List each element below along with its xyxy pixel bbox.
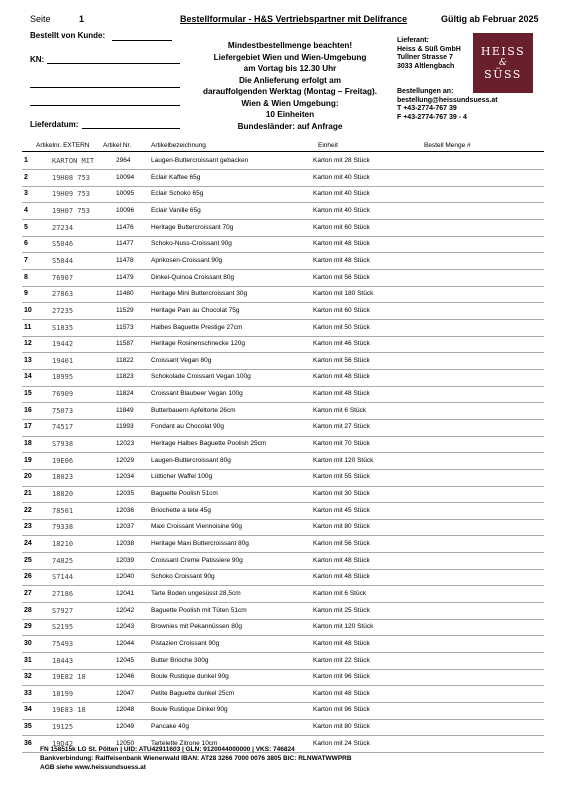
row-number: 30	[24, 639, 32, 647]
row-article-number: 11824	[116, 390, 134, 398]
table-row	[22, 653, 544, 670]
row-article-number: 11849	[116, 406, 134, 414]
row-ext-article: S1835	[52, 323, 74, 332]
row-quantity-field[interactable]	[422, 540, 532, 550]
row-ext-article: S7144	[52, 573, 74, 582]
table-row	[22, 436, 544, 453]
row-description: Heritage Rosinenschnecke 120g	[151, 340, 245, 348]
supplier-name: Heiss & Süß GmbH	[397, 45, 461, 53]
row-unit: Karton mit 28 Stück	[313, 157, 370, 164]
row-number: 24	[24, 539, 32, 547]
page-indicator	[30, 14, 84, 24]
row-article-number: 12050	[116, 739, 135, 747]
row-number: 2	[24, 173, 28, 181]
orders-label: Bestellungen an:	[397, 88, 454, 95]
row-number: 15	[24, 390, 32, 398]
row-number: 34	[24, 706, 32, 714]
delivery-date-label: Lieferdatum:	[30, 120, 79, 129]
table-row	[22, 503, 544, 520]
row-unit: Karton mit 46 Stück	[313, 340, 370, 348]
row-number: 6	[24, 240, 28, 248]
row-description: Laugen-Buttercroissant 80g	[151, 456, 231, 464]
row-ext-article: 74825	[52, 556, 74, 565]
row-article-number: 12046	[116, 673, 135, 681]
row-quantity-field[interactable]	[422, 157, 532, 167]
row-ext-article: 27186	[52, 589, 74, 598]
table-row	[22, 369, 544, 386]
row-ext-article: 78501	[52, 506, 74, 515]
kn-label: KN:	[30, 55, 45, 64]
table-row	[22, 286, 544, 303]
row-quantity-field[interactable]	[422, 423, 532, 433]
row-description: Heritage Pain au Chocolat 75g	[151, 306, 240, 314]
row-number: 23	[24, 523, 32, 531]
ordered-by-label: Bestellt von Kunde:	[30, 31, 106, 40]
row-unit: Karton mit 40 Stück	[313, 173, 370, 181]
row-quantity-field[interactable]	[422, 507, 532, 517]
row-number: 4	[24, 206, 28, 214]
row-ext-article: 19E06	[52, 456, 74, 465]
row-number: 33	[24, 689, 32, 697]
row-description: Heritage Buttercroissant 70g	[151, 223, 234, 231]
row-article-number: 12049	[116, 723, 135, 731]
row-number: 12	[24, 340, 32, 348]
row-description: Eclair Vanille 65g	[151, 206, 201, 214]
table-row	[22, 236, 544, 253]
row-article-number: 12041	[116, 589, 135, 597]
valid-from: Gültig ab Februar 2025	[441, 14, 539, 24]
row-article-number: 12038	[116, 539, 135, 547]
row-article-number: 10096	[116, 206, 135, 214]
row-number: 32	[24, 673, 32, 681]
row-unit: Karton mit 48 Stück	[313, 240, 370, 248]
table-row	[22, 203, 544, 220]
row-ext-article: S7938	[52, 440, 74, 449]
row-quantity-field[interactable]	[422, 174, 532, 184]
row-description: Croissant Creme Patissiere 90g	[151, 556, 243, 564]
row-number: 26	[24, 573, 32, 581]
row-ext-article: 19E83 18	[52, 706, 86, 715]
col-header-qty: Bestell Menge #	[424, 142, 471, 149]
row-number: 11	[24, 323, 32, 331]
delivery-date-field[interactable]	[82, 128, 180, 129]
row-quantity-field[interactable]	[422, 706, 532, 716]
row-quantity-field[interactable]	[422, 740, 532, 750]
row-unit: Karton mit 25 Stück	[313, 606, 370, 614]
notice-line: Wien & Wien Umgebung:	[241, 98, 339, 108]
row-number: 7	[24, 256, 28, 264]
row-description: Laugen-Buttercroissant gebacken	[151, 157, 249, 164]
orders-email[interactable]: bestellung@heissundsuess.at	[397, 96, 498, 104]
row-number: 19	[24, 456, 32, 464]
row-ext-article: 18199	[52, 689, 74, 698]
logo-line-2: &	[498, 58, 507, 68]
row-description: Petite Baguette dunkel 25cm	[151, 689, 235, 697]
row-quantity-field[interactable]	[422, 340, 532, 350]
row-unit: Karton mit 60 Stück	[313, 223, 370, 231]
table-row	[22, 419, 544, 436]
row-unit: Karton mit 48 Stück	[313, 390, 370, 398]
row-article-number: 12036	[116, 506, 135, 514]
row-quantity-field[interactable]	[422, 723, 532, 733]
row-quantity-field[interactable]	[422, 657, 532, 667]
row-number: 13	[24, 356, 32, 364]
row-unit: Karton mit 40 Stück	[313, 190, 370, 198]
row-ext-article: 18995	[52, 373, 74, 382]
table-row	[22, 669, 544, 686]
row-ext-article: 74517	[52, 423, 74, 432]
row-article-number: 11573	[116, 323, 134, 331]
table-row	[22, 386, 544, 403]
row-article-number: 11476	[116, 223, 134, 231]
row-quantity-field[interactable]	[422, 673, 532, 683]
row-description: Eclair Schoko 65g	[151, 190, 204, 198]
row-quantity-field[interactable]	[422, 240, 532, 250]
row-unit: Karton mit 80 Stück	[313, 723, 370, 731]
row-article-number: 12042	[116, 606, 135, 614]
row-article-number: 12045	[116, 656, 135, 664]
row-description: Briochette a tete 45g	[151, 506, 211, 514]
row-ext-article: 76909	[52, 390, 74, 399]
row-description: Schoko Croissant 90g	[151, 573, 215, 581]
table-row	[22, 636, 544, 653]
col-header-desc: Artikelbezeichnung	[151, 142, 206, 149]
header-rule	[22, 151, 544, 152]
row-unit: Karton mit 6 Stück	[313, 406, 367, 414]
row-description: Aprikosen-Croissant 90g	[151, 256, 223, 264]
row-unit: Karton mit 30 Stück	[313, 490, 370, 497]
row-description: Heritage Maxi Buttercroissant 80g	[151, 539, 249, 547]
row-quantity-field[interactable]	[422, 473, 532, 483]
row-article-number: 10095	[116, 190, 135, 198]
row-quantity-field[interactable]	[422, 557, 532, 567]
row-description: Dinkel-Quinoa Croissant 80g	[151, 273, 235, 281]
row-quantity-field[interactable]	[422, 290, 532, 300]
row-unit: Karton mit 6 Stück	[313, 589, 367, 597]
row-number: 22	[24, 506, 32, 514]
row-number: 10	[24, 306, 32, 314]
table-row	[22, 403, 544, 420]
row-ext-article: KARTON MIT	[52, 157, 95, 165]
table-row	[22, 603, 544, 620]
row-description: Lütticher Waffel 100g	[151, 473, 213, 481]
notice-line: Bundesländer: auf Anfrage	[237, 121, 343, 131]
row-description: Croissant Vegan 80g	[151, 356, 212, 364]
row-ext-article: 18443	[52, 656, 74, 665]
row-article-number: 12029	[116, 456, 135, 464]
row-description: Heritage Halbes Baguette Poolish 25cm	[151, 440, 267, 448]
row-quantity-field[interactable]	[422, 274, 532, 284]
row-unit: Karton mit 48 Stück	[313, 689, 370, 697]
row-number: 35	[24, 723, 32, 731]
row-article-number: 12037	[116, 523, 135, 531]
notice-line: darauffolgenden Werktag (Montag – Freitag).	[202, 87, 378, 96]
row-article-number: 11823	[116, 373, 134, 381]
row-unit: Karton mit 80 Stück	[313, 523, 370, 531]
row-description: Maxi Croissant Viennoisine 90g	[151, 523, 242, 531]
row-unit: Karton mit 60 Stück	[313, 306, 370, 314]
row-ext-article: 27234	[52, 223, 74, 232]
row-unit: Karton mit 27 Stück	[313, 423, 370, 431]
row-description: Boule Rustique Dinkel 90g	[151, 706, 228, 714]
row-number: 5	[24, 223, 28, 231]
row-article-number: 12043	[116, 623, 135, 631]
supplier-label: Lieferant:	[397, 37, 429, 44]
page-number: 1	[79, 14, 85, 24]
table-row	[22, 170, 544, 187]
row-description: Pancake 40g	[151, 723, 189, 731]
row-article-number: 12044	[116, 639, 135, 647]
row-quantity-field[interactable]	[422, 607, 532, 617]
row-unit: Karton mit 48 Stück	[313, 639, 370, 647]
row-description: Halbes Baguette Prestige 27cm	[151, 323, 243, 331]
footer-line: AGB siehe www.heissundsuess.at	[40, 764, 146, 771]
row-article-number: 10094	[116, 173, 135, 181]
table-row	[22, 569, 544, 586]
row-ext-article: 18210	[52, 539, 74, 548]
row-quantity-field[interactable]	[422, 357, 532, 367]
row-quantity-field[interactable]	[422, 407, 532, 417]
row-quantity-field[interactable]	[422, 640, 532, 650]
row-number: 29	[24, 623, 32, 631]
notice-line: 10 Einheiten	[265, 110, 315, 119]
address-line-2[interactable]	[30, 105, 180, 106]
row-unit: Karton mit 55 Stück	[313, 473, 370, 481]
row-article-number: 11477	[116, 240, 134, 248]
row-description: Butterbauern Apfeltorte 26cm	[151, 406, 236, 414]
row-unit: Karton mit 56 Stück	[313, 539, 370, 547]
row-description: Schokolade Croissant Vegan 100g	[151, 373, 251, 381]
row-article-number: 12039	[116, 556, 135, 564]
col-header-unit: Einheit	[318, 142, 338, 149]
logo-line-1: HEISS	[480, 45, 526, 58]
row-description: Butter Brioche 300g	[151, 656, 209, 664]
table-row	[22, 619, 544, 636]
row-ext-article: 18820	[52, 490, 74, 498]
ordered-by-field[interactable]	[112, 40, 172, 41]
row-ext-article: 18023	[52, 473, 74, 482]
row-article-number: 12048	[116, 706, 135, 714]
table-row	[22, 453, 544, 470]
row-ext-article: S7927	[52, 606, 74, 615]
row-ext-article: 19E82 18	[52, 673, 86, 682]
row-ext-article: 19H08 753	[52, 173, 90, 182]
row-article-number: 11479	[116, 273, 134, 281]
row-number: 17	[24, 423, 32, 431]
logo-line-3: SÜSS	[484, 68, 522, 81]
notice-line: Liefergebiet Wien und Wien-Umgebung	[213, 52, 367, 62]
row-unit: Karton mit 180 Stück	[313, 290, 374, 298]
row-description: Fondant au Chocolat 90g	[151, 423, 224, 431]
row-ext-article: S5044	[52, 256, 74, 265]
row-description: Schoko-Nuss-Croissant 90g	[151, 240, 232, 248]
heiss-suess-logo	[473, 33, 533, 93]
notice-line: Mindestbestellmenge beachten!	[227, 41, 353, 50]
row-ext-article: 19125	[52, 723, 74, 732]
row-unit: Karton mit 96 Stück	[313, 673, 370, 681]
row-quantity-field[interactable]	[422, 590, 532, 600]
row-quantity-field[interactable]	[422, 390, 532, 400]
row-number: 8	[24, 273, 28, 281]
row-ext-article: 75073	[52, 406, 74, 415]
row-unit: Karton mit 40 Stück	[313, 206, 370, 214]
table-row	[22, 486, 544, 503]
table-row	[22, 320, 544, 337]
row-ext-article: 27863	[52, 290, 74, 299]
row-article-number: 11587	[116, 340, 134, 348]
row-article-number: 11529	[116, 306, 134, 314]
row-quantity-field[interactable]	[422, 523, 532, 533]
footer-line: FN 158515k LG St. Pölten | UID: ATU42911603 | GLN: 9120044000000 | VKS: 746824	[40, 746, 295, 753]
notice-line: Die Anlieferung erfolgt am	[238, 75, 342, 85]
row-ext-article: S2195	[52, 623, 74, 632]
footer-line: Bankverbindung: Raiffeisenbank Wienerwald IBAN: AT28 3266 7000 0076 3805 BIC: RLNWATWWPRB	[40, 755, 352, 762]
row-article-number: 12040	[116, 573, 135, 581]
row-ext-article: 19H09 753	[52, 190, 90, 199]
table-row	[22, 270, 544, 287]
row-unit: Karton mit 45 Stück	[313, 506, 370, 514]
table-row	[22, 586, 544, 603]
row-unit: Karton mit 48 Stück	[313, 373, 370, 381]
row-article-number: 12034	[116, 473, 135, 481]
row-article-number: 11822	[116, 356, 134, 364]
form-title: Bestellformular - H&S Vertriebspartner mit Delifrance	[180, 14, 408, 24]
row-number: 27	[24, 589, 32, 597]
row-description: Boule Rustique dunkel 90g	[151, 673, 229, 681]
row-number: 1	[24, 157, 28, 164]
row-unit: Karton mit 24 Stück	[313, 739, 370, 747]
row-description: Brownies mit Pekannüssen 80g	[151, 623, 243, 631]
row-number: 16	[24, 406, 32, 414]
row-quantity-field[interactable]	[422, 224, 532, 234]
row-number: 9	[24, 290, 28, 298]
row-unit: Karton mit 56 Stück	[313, 356, 370, 364]
row-unit: Karton mit 48 Stück	[313, 256, 370, 264]
row-unit: Karton mit 96 Stück	[313, 706, 370, 714]
row-article-number: 12023	[116, 440, 135, 448]
row-quantity-field[interactable]	[422, 690, 532, 700]
row-number: 3	[24, 190, 28, 198]
address-line-1[interactable]	[30, 87, 180, 88]
row-unit: Karton mit 48 Stück	[313, 556, 370, 564]
table-row	[22, 353, 544, 370]
table-row	[22, 220, 544, 237]
orders-fax: F +43-2774-767 39 - 4	[397, 113, 467, 121]
row-quantity-field[interactable]	[422, 373, 532, 383]
row-number: 14	[24, 373, 32, 381]
row-article-number: 11993	[116, 423, 134, 431]
row-number: 21	[24, 490, 32, 497]
table-row	[22, 553, 544, 570]
row-description: Eclair Kaffee 65g	[151, 173, 201, 181]
table-row	[22, 153, 544, 170]
row-quantity-field[interactable]	[422, 307, 532, 317]
row-description: Heritage Mini Buttercroissant 30g	[151, 290, 248, 298]
row-description: Croissant Blaubeer Vegan 100g	[151, 390, 243, 398]
notice-line: am Vortag bis 12.30 Uhr	[243, 64, 337, 73]
row-article-number: 11480	[116, 290, 134, 298]
row-quantity-field[interactable]	[422, 207, 532, 217]
row-ext-article: 19401	[52, 356, 74, 365]
supplier-street: Tullner Strasse 7	[397, 54, 453, 61]
table-row	[22, 253, 544, 270]
row-description: Baguette Poolish mit Tüten 51cm	[151, 606, 247, 614]
row-ext-article: 19H07 753	[52, 206, 90, 215]
table-row	[22, 719, 544, 736]
row-number: 18	[24, 440, 32, 448]
row-number: 20	[24, 473, 32, 481]
row-number: 28	[24, 606, 32, 614]
table-row	[22, 536, 544, 553]
table-row	[22, 186, 544, 203]
row-article-number: 11478	[116, 256, 134, 264]
row-ext-article: 75493	[52, 639, 74, 648]
supplier-block	[397, 37, 461, 71]
row-ext-article: 19D42	[52, 739, 74, 748]
page-label: Seite	[30, 14, 51, 24]
row-ext-article: S5046	[52, 240, 74, 249]
row-quantity-field[interactable]	[422, 324, 532, 334]
table-row	[22, 519, 544, 536]
row-ext-article: 76907	[52, 273, 74, 282]
row-description: Tartelette Zitrone 10cm	[151, 739, 218, 747]
table-row	[22, 469, 544, 486]
row-unit: Karton mit 22 Stück	[313, 656, 370, 664]
row-quantity-field[interactable]	[422, 573, 532, 583]
row-description: Pistazien Croissant 90g	[151, 639, 220, 647]
row-description: Baguette Poolish 51cm	[151, 490, 218, 497]
row-quantity-field[interactable]	[422, 257, 532, 267]
row-quantity-field[interactable]	[422, 490, 532, 500]
row-unit: Karton mit 120 Stück	[313, 623, 374, 631]
supplier-city: 3033 Altlengbach	[397, 62, 455, 70]
row-number: 25	[24, 556, 32, 564]
row-unit: Karton mit 56 Stück	[313, 273, 370, 281]
row-ext-article: 27235	[52, 306, 74, 315]
row-quantity-field[interactable]	[422, 190, 532, 200]
col-header-ext: Artikelnr. EXTERN	[36, 142, 90, 149]
row-unit: Karton mit 70 Stück	[313, 440, 370, 448]
row-unit: Karton mit 50 Stück	[313, 323, 370, 331]
row-article-number: 2964	[116, 157, 131, 164]
table-row	[22, 702, 544, 719]
row-number: 36	[24, 739, 32, 747]
row-quantity-field[interactable]	[422, 623, 532, 633]
orders-phone: T +43-2774-767 39	[397, 105, 457, 112]
row-quantity-field[interactable]	[422, 457, 532, 467]
row-article-number: 12047	[116, 689, 135, 697]
table-row	[22, 686, 544, 703]
table-row	[22, 303, 544, 320]
row-description: Tarte Boden ungesüsst 28,5cm	[151, 589, 241, 597]
orders-block	[397, 88, 498, 122]
table-row	[22, 336, 544, 353]
row-unit: Karton mit 120 Stück	[313, 456, 374, 464]
row-article-number: 12035	[116, 490, 135, 497]
row-ext-article: 79338	[52, 523, 74, 532]
kn-field[interactable]	[47, 63, 180, 64]
order-notice	[200, 40, 380, 132]
row-quantity-field[interactable]	[422, 440, 532, 450]
col-header-art: Artikel Nr.	[103, 142, 132, 149]
row-unit: Karton mit 48 Stück	[313, 573, 370, 581]
row-number: 31	[24, 656, 32, 664]
footer	[40, 745, 352, 772]
row-ext-article: 19442	[52, 340, 74, 349]
